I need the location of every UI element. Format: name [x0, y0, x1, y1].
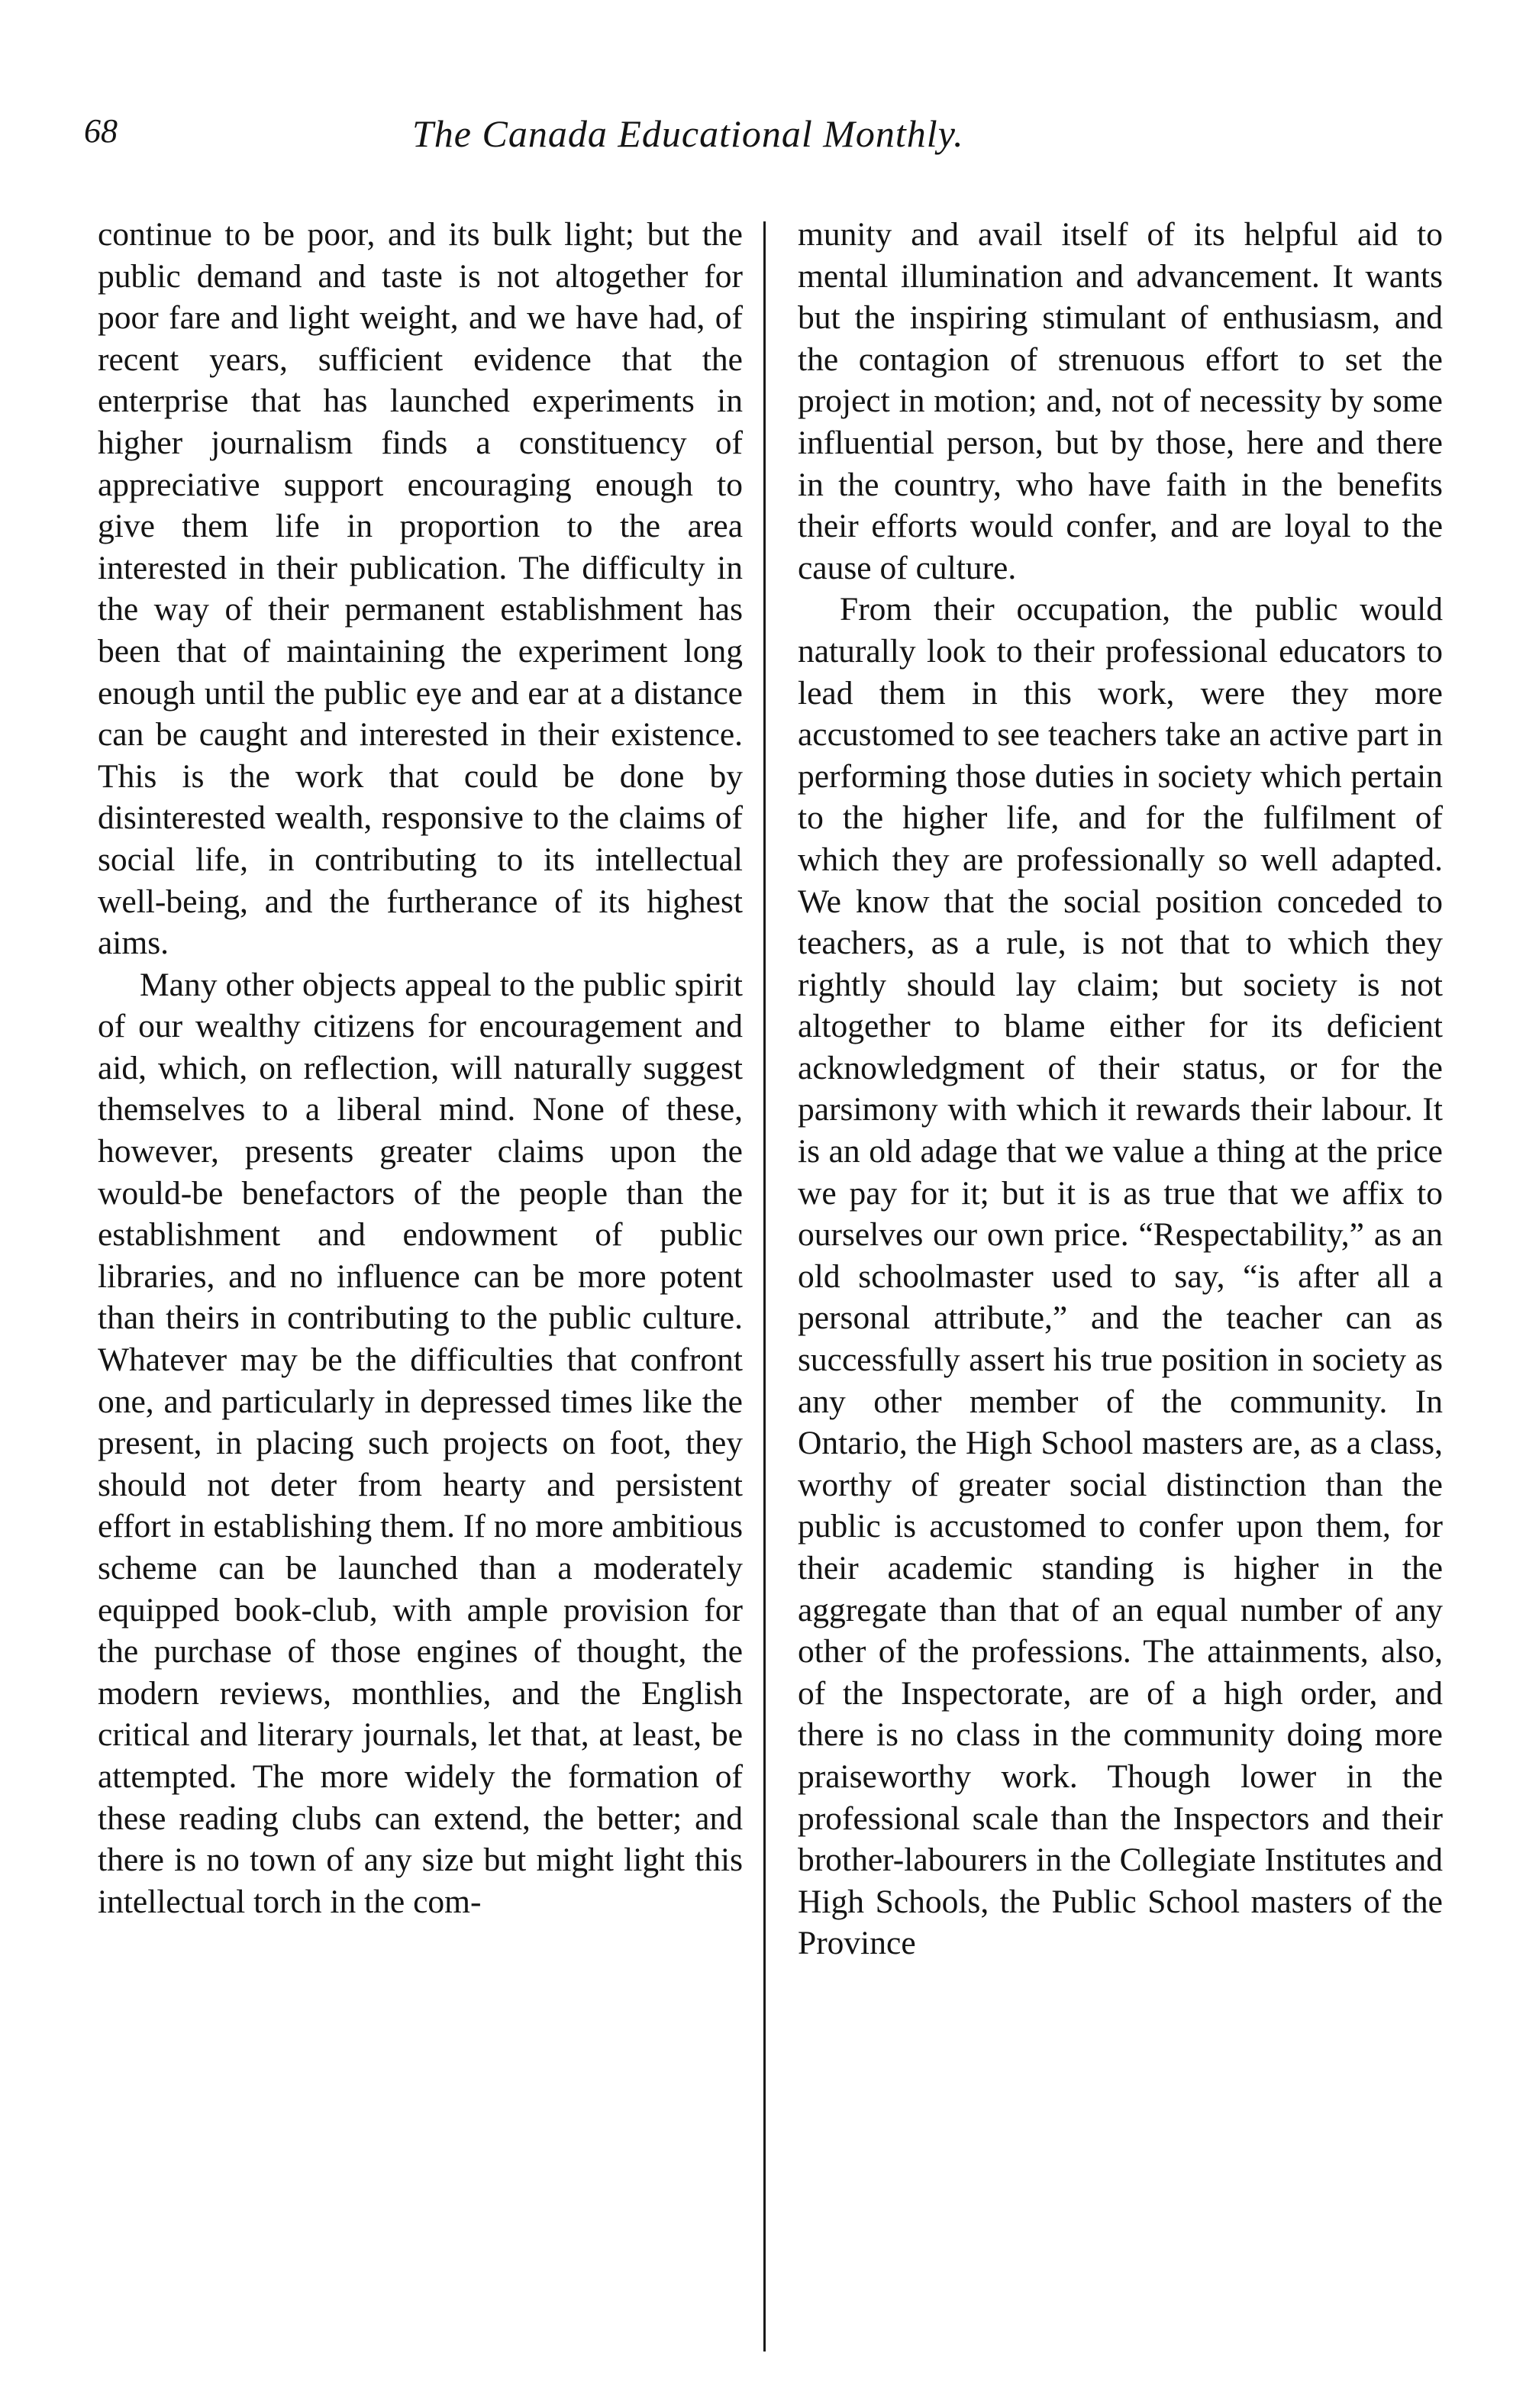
right-paragraph-2: From their occupation, the public would naturally look to their professional educators to lead them in this work, were they more accustomed to see teachers take an active part in performing those duties in society which pertain to the higher life, and for the fulfilment of which they are professionally so well adapted. We know that the social position conceded to teachers, as a rule, is not that to which they rightly should lay claim; but society is not altogether to blame either for its deficient acknowledgment of their status, or for the parsimony with which it rewards their labour. It is an old adage that we value a thing at the price we pay for it; but it is as true that we affix to ourselves our own price. “Respectability,” as an old schoolmaster used to say, “is after all a personal attribute,” and the teacher can as successfully assert his true position in society as any other member of the community. In Ontario, the High School masters are, as a class, worthy of greater social distinction than the public is accustomed to confer upon them, for their academic standing is higher in the aggregate than that of an equal number of any other of the professions. The attainments, also, of the Inspectorate, are of a high order, and there is no class in the community doing more praiseworthy work. Though lower in the professional scale than the Inspectors and their brother-labourers in the Collegiate Institutes and High Schools, the Public School masters of the Province — [798, 591, 1443, 1962]
left-paragraph-1: continue to be poor, and its bulk light; but the public demand and taste is not altogether for poor fare and light weight, and we have had, of recent years, sufficient evidence that the enterprise that has launched experiments in higher journalism finds a constituency of appreciative support encouraging enough to give them life in proportion to the area interested in their publication. The difficulty in the way of their permanent establishment has been that of maintaining the experiment long enough until the public eye and ear at a distance can be caught and interested in their existence. This is the work that could be done by disinterested wealth, responsive to the claims of social life, in contributing to its intellectual well-being, and the furtherance of its highest aims. — [98, 216, 743, 962]
page-number: 68 — [84, 112, 118, 150]
left-paragraph-2: Many other objects appeal to the public spirit of our wealthy citizens for encouragement and aid, which, on reflection, will naturally suggest themselves to a liberal mind. None of these, however, presents greater claims upon the would-be benefactors of the people than the establishment and endowment of public libraries, and no influence can be more potent than theirs in contributing to the public culture. Whatever may be the difficulties that confront one, and particularly in depressed times like the present, in placing such projects on foot, they should not deter from hearty and persistent effort in establishing them. If no more ambitious scheme can be launched than a moderately equipped book-club, with ample provision for the purchase of those engines of thought, the modern reviews, monthlies, and the English critical and literary journals, let that, at least, be attempted. The more widely the formation of these reading clubs can extend, the better; and there is no town of any size but might light this intellectual torch in the com- — [98, 966, 743, 1920]
left-column — [98, 214, 743, 1922]
running-head: The Canada Educational Monthly. — [412, 112, 964, 155]
right-paragraph-1: munity and avail itself of its helpful aid to mental illumination and advancement. It wants but the inspiring stimulant of enthusiasm, and the contagion of strenuous effort to set the project in motion; and, not of necessity by some influential person, but by those, here and there in the country, who have faith in the benefits their efforts would confer, and are loyal to the cause of culture. — [798, 216, 1443, 586]
right-column — [798, 214, 1443, 1964]
page-header — [84, 112, 1450, 176]
column-divider — [763, 221, 766, 2352]
